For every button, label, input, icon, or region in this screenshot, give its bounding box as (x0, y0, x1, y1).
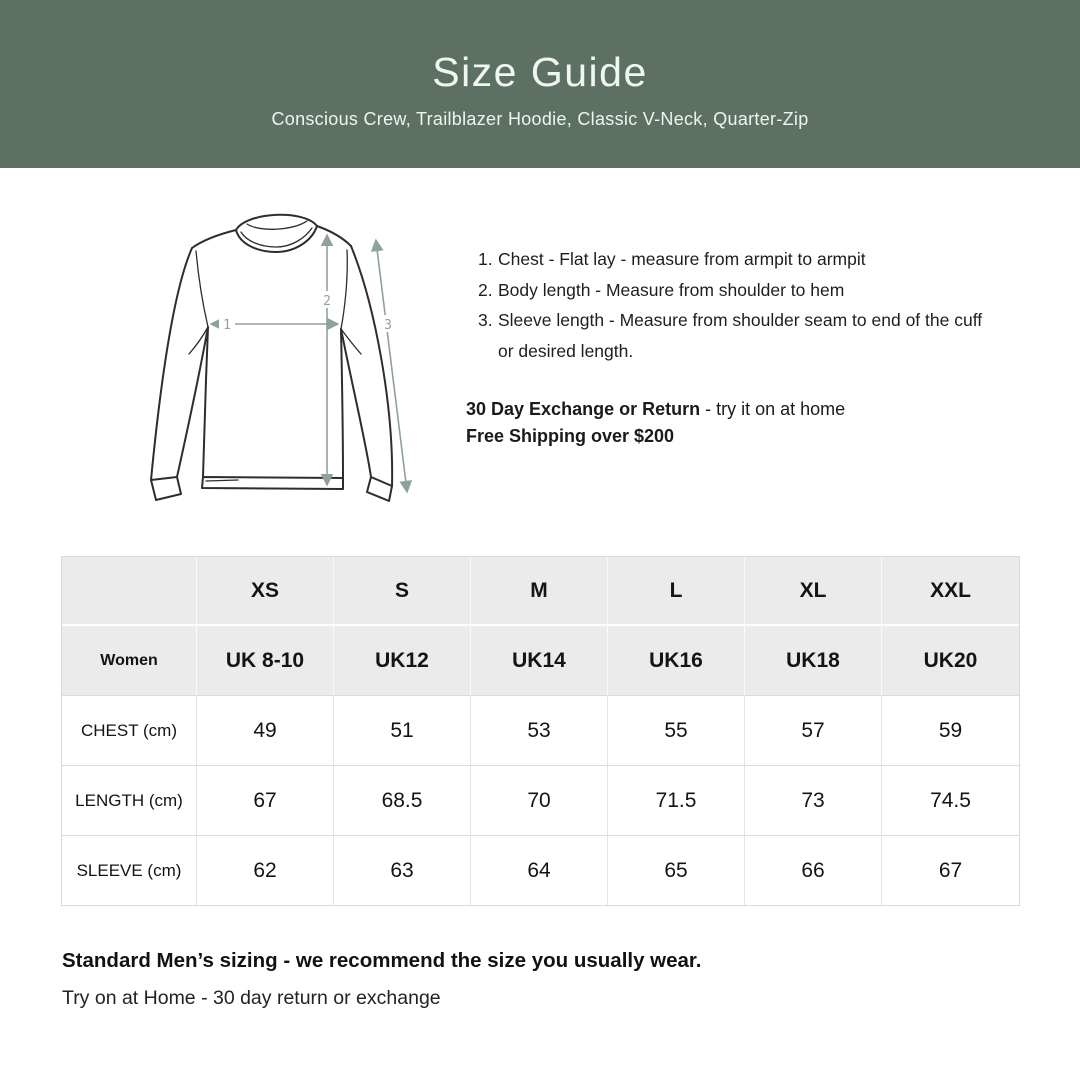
chest-value: 49 (197, 695, 334, 765)
sleeve-row-label: SLEEVE (cm) (62, 835, 197, 905)
policy-block (466, 396, 1006, 450)
measuring-instructions-list (478, 244, 990, 366)
shirt-measurement-diagram (140, 205, 420, 505)
page-subtitle: Conscious Crew, Trailblazer Hoodie, Classic V-Neck, Quarter-Zip (271, 108, 809, 129)
sleeve-value: 62 (197, 835, 334, 905)
try-at-home-note: Try on at Home - 30 day return or exchange (62, 987, 441, 1009)
instruction-number: 3. (478, 310, 493, 330)
chest-row (62, 695, 1019, 765)
size-header-xxl: XXL (882, 557, 1019, 626)
sleeve-value: 65 (608, 835, 745, 905)
chest-row-label: CHEST (cm) (62, 695, 197, 765)
length-row (62, 765, 1019, 835)
size-table (62, 557, 1019, 905)
length-value: 67 (197, 765, 334, 835)
header-banner (0, 0, 1080, 168)
table-corner-cell (62, 557, 197, 626)
shipping-policy-line (466, 423, 1006, 450)
size-header-m: M (471, 557, 608, 626)
sleeve-value: 66 (745, 835, 882, 905)
instruction-text: Body length - Measure from shoulder to hem (498, 279, 845, 300)
measurement-arrows (212, 236, 407, 491)
length-value: 71.5 (608, 765, 745, 835)
instruction-text: Chest - Flat lay - measure from armpit to armpit (498, 249, 866, 269)
chest-value: 57 (745, 695, 882, 765)
uk-size-row (62, 626, 1019, 695)
size-header-xl: XL (745, 557, 882, 626)
size-header-s: S (334, 557, 471, 626)
uk-size-cell: UK16 (608, 626, 745, 695)
exchange-policy-line (466, 396, 1006, 423)
length-value: 73 (745, 765, 882, 835)
chest-value: 59 (882, 695, 1019, 765)
women-row-label: Women (62, 626, 197, 695)
length-value: 68.5 (334, 765, 471, 835)
sizing-note: Standard Men’s sizing - we recommend the size you usually wear. (62, 949, 702, 972)
exchange-policy-bold: 30 Day Exchange or Return (466, 399, 701, 419)
size-table-wrapper (61, 556, 1020, 906)
size-header-l: L (608, 557, 745, 626)
shirt-outline-icon (151, 215, 392, 501)
size-header-xs: XS (197, 557, 334, 626)
length-row-label: LENGTH (cm) (62, 765, 197, 835)
uk-size-cell: UK12 (334, 626, 471, 695)
chest-value: 53 (471, 695, 608, 765)
instruction-item-2 (478, 275, 990, 306)
page-title: Size Guide (432, 48, 648, 95)
instruction-number: 2. (478, 279, 493, 300)
length-value: 70 (471, 765, 608, 835)
measure-label-2: 2 (323, 294, 331, 309)
size-header-row (62, 557, 1019, 626)
uk-size-cell: UK14 (471, 626, 608, 695)
shipping-policy-bold: Free Shipping over $200 (466, 426, 675, 446)
length-value: 74.5 (882, 765, 1019, 835)
sleeve-value: 67 (882, 835, 1019, 905)
exchange-policy-rest: - try it on at home (700, 399, 846, 419)
instruction-item-1 (478, 244, 990, 275)
chest-value: 51 (334, 695, 471, 765)
uk-size-cell: UK18 (745, 626, 882, 695)
sleeve-value: 64 (471, 835, 608, 905)
measure-label-3: 3 (384, 318, 392, 333)
measure-label-1: 1 (223, 318, 231, 333)
sleeve-row (62, 835, 1019, 905)
instruction-text: Sleeve length - Measure from shoulder seam to end of the cuff or desired length. (498, 310, 983, 361)
uk-size-cell: UK20 (882, 626, 1019, 695)
chest-value: 55 (608, 695, 745, 765)
sleeve-value: 63 (334, 835, 471, 905)
instruction-item-3 (478, 305, 990, 366)
instruction-number: 1. (478, 249, 493, 269)
uk-size-cell: UK 8-10 (197, 626, 334, 695)
footer-notes (62, 946, 1002, 1012)
